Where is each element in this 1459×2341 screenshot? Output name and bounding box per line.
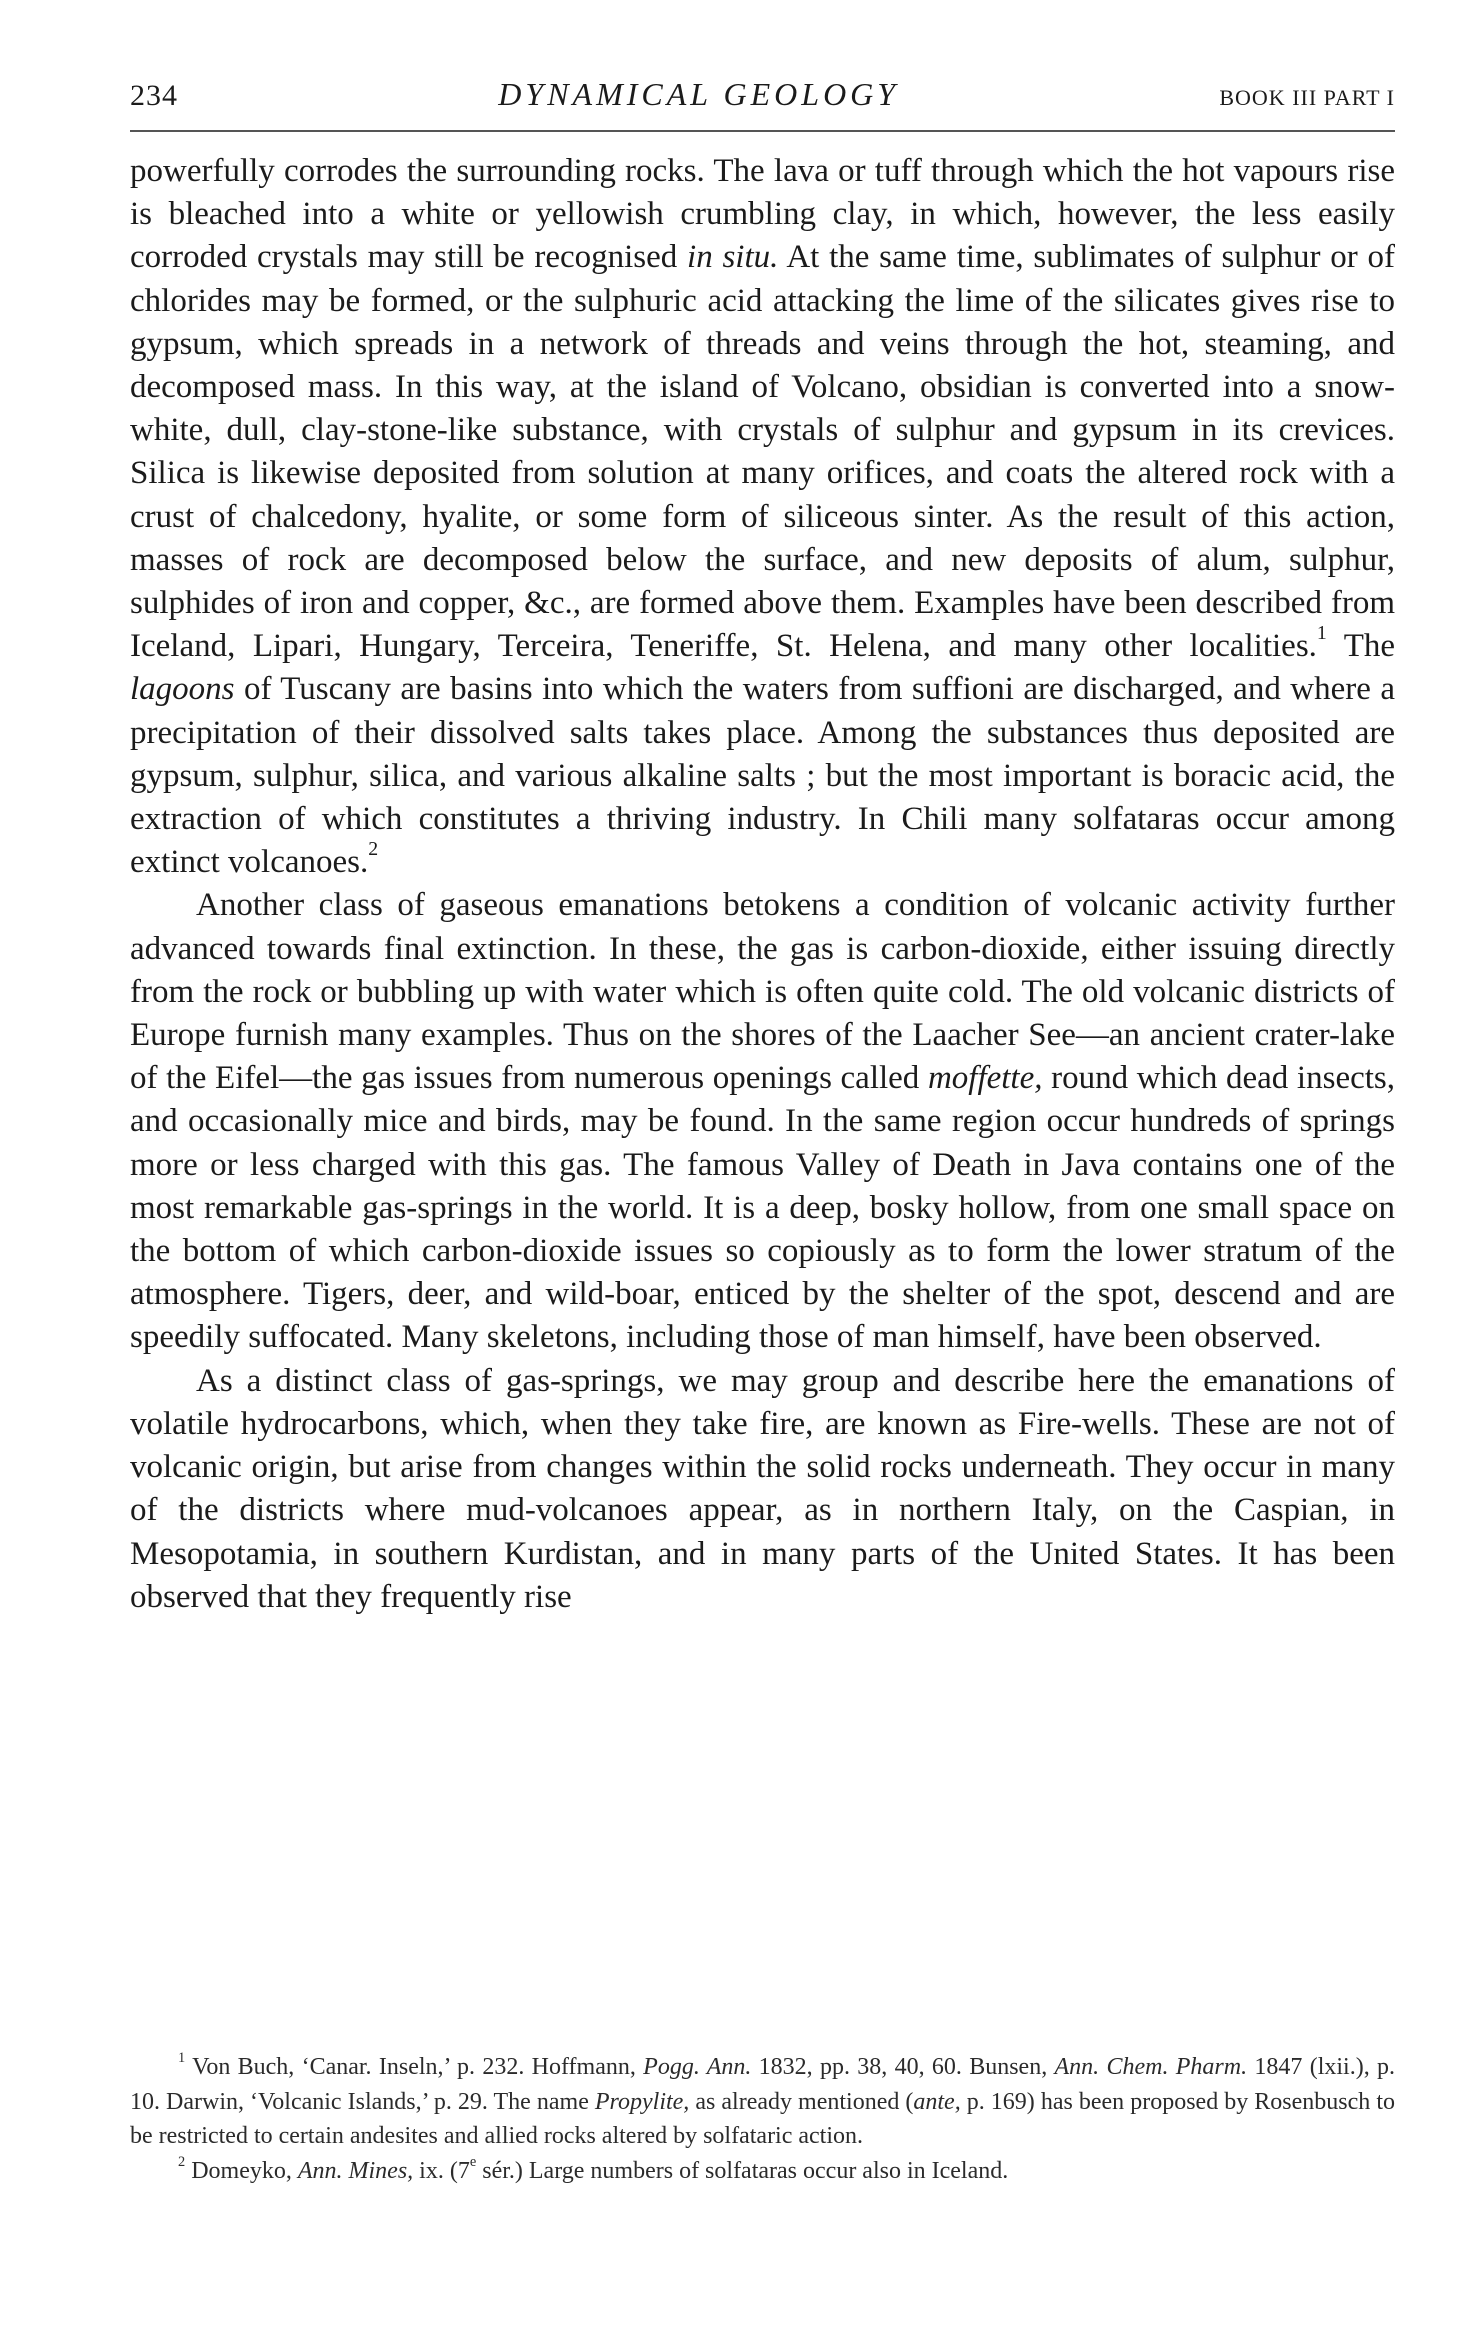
footnote-ref-1[interactable]: 1 [1316,622,1327,645]
running-head [130,76,1395,120]
fn2-text-c: sér.) Large numbers of solfataras occur also in Iceland. [476,2157,1009,2184]
p3-text-a: As a distinct class of gas-springs, we may group and describe here the emanations of volatile hydrocarbons, which, when they take fire, are known as Fire-wells. These are not of volcanic origin, but arise from changes within the solid rocks underneath. They occur in many of the districts where mud-volcanoes appear, as in northern Italy, on the Caspian, in Mesopotamia, in southern Kurdistan, and in many parts of the United States. It has been observed that they frequently rise [130,1362,1395,1615]
p1-italic-in-situ: in situ. [687,239,779,276]
fn1-text-a: Von Buch, ‘Canar. Inseln,’ p. 232. Hoffmann, [185,2054,644,2080]
page-number: 234 [130,79,178,112]
p2-text-b: round which dead insects, and occasionally mice and birds, may be found. In the same region occur hundreds of springs more or less charged with this gas. The famous Valley of Death in Java contains one of the most remarkable gas-springs in the world. It is a deep, bosky hollow, from one small space on the bottom of which carbon-dioxide issues so copiously as to form the lower stratum of the atmosphere. Tigers, deer, and wild-boar, enticed by the shelter of the spot, descend and are speedily suffocated. Many skeletons, including those of man himself, have been observed. [130,1060,1395,1356]
fn2-superscript: e [469,2153,477,2170]
fn2-text-b: ix. (7 [413,2157,470,2184]
paragraph-1 [130,150,1395,884]
fn1-text-e: p. 169) has been proposed by Rosenbusch to be restricted to certain andesites and allied rocks altered by solfataric action. [130,2088,1395,2149]
p1-italic-lagoons: lagoons [130,671,235,708]
fn1-italic-1: Pogg. Ann. [643,2054,752,2080]
p2-text-a: Another class of gaseous emanations betokens a condition of volcanic activity further advanced towards final extinction. In these, the gas is carbon-dioxide, either issuing directly from the rock or bubbling up with water which is often quite cold. The old volcanic districts of Europe furnish many examples. Thus on the shores of the Laacher See—an ancient crater-lake of the Eifel—the gas issues from numerous openings called [130,887,1395,1097]
fn1-text-b: 1832, pp. 38, 40, 60. Bunsen, [751,2054,1055,2080]
paragraph-3 [130,1360,1395,1619]
fn2-text-a: Domeyko, [185,2157,298,2184]
p1-text-d: of Tuscany are basins into which the waters from suffioni are discharged, and where a precipitation of their dissolved salts takes place. Among the substances thus deposited are gypsum, sulphur, silica, and various alkaline salts ; but the most important is boracic acid, the extraction of which constitutes a thriving industry. In Chili many solfataras occur among extinct volcanoes. [130,671,1395,881]
p1-text-a: powerfully corrodes the surrounding rocks. The lava or tuff through which the hot vapours rise is bleached into a white or yellowish crumbling clay, in which, however, the less easily corroded crystals may still be recognised [130,153,1395,276]
fn1-italic-4: ante, [913,2088,961,2115]
fn1-italic-2: Ann. Chem. Pharm. [1054,2054,1248,2080]
p1-text-b: At the same time, sublimates of sulphur or of chlorides may be formed, or the sulphuric acid attacking the lime of the silicates gives rise to gypsum, which spreads in a network of threads and veins through the hot, steaming, and decomposed mass. In this way, at the island of Volcano, obsidian is converted into a snow-white, dull, clay-stone-like substance, with crystals of sulphur and gypsum in its crevices. Silica is likewise deposited from solution at many orifices, and coats the altered rock with a crust of chalcedony, hyalite, or some form of siliceous sinter. As the result of this action, masses of rock are decomposed below the surface, and new deposits of alum, sulphur, sulphides of iron and copper, &c., are formed above them. Examples have been described from Iceland, Lipari, Hungary, Terceira, Teneriffe, St. Helena, and many other localities. [130,239,1395,665]
footnote-1-number: 1 [178,2049,186,2066]
fn1-italic-3: Propylite, [594,2088,690,2115]
footnote-2 [130,2154,1395,2189]
fn1-text-d: as already mentioned ( [689,2088,914,2115]
running-section: BOOK III PART I [1219,85,1395,110]
body-text [130,150,1395,1619]
footnote-ref-2[interactable]: 2 [368,838,379,861]
paragraph-2 [130,884,1395,1359]
footnotes [130,2050,1395,2188]
p2-italic-moffette: moffette, [927,1060,1043,1097]
footnote-1 [130,2050,1395,2154]
fn1-text-c: 1847 (lxii.), p. 10. Darwin, ‘Volcanic Islands,’ p. 29. The name [130,2054,1396,2115]
footnote-2-number: 2 [178,2153,186,2170]
running-title: DYNAMICAL GEOLOGY [498,76,900,112]
fn2-italic-1: Ann. Mines, [297,2157,414,2184]
header-rule [130,130,1395,132]
p1-text-c: The [1326,628,1395,665]
